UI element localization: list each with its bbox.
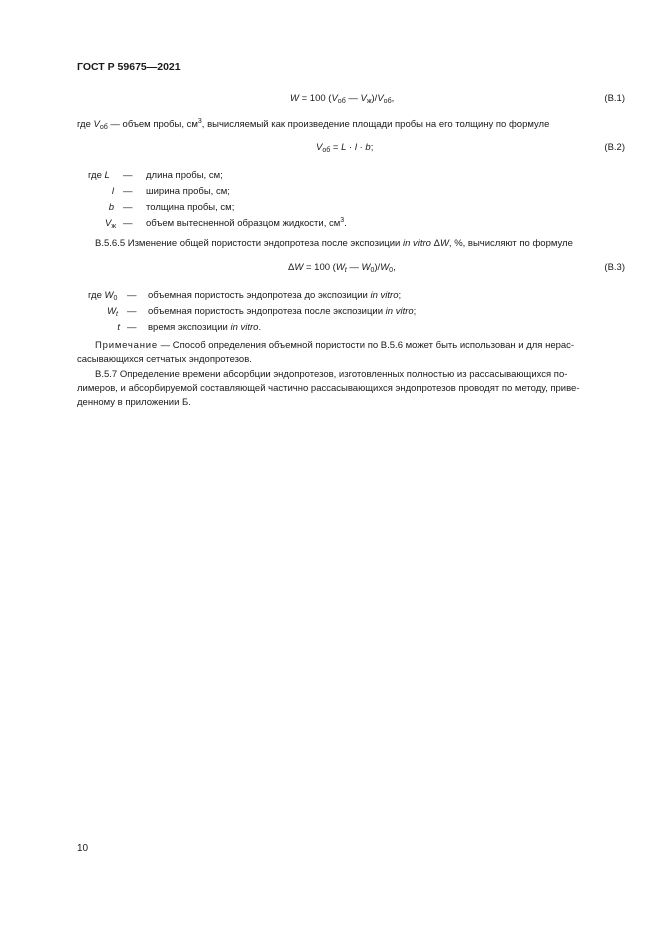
paragraph-b57-line-1: В.5.7 Определение времени абсорбции эндопротезов, изготовленных полностью из рассасывающихся по-	[95, 369, 568, 380]
equation-number-b3: (В.3)	[604, 262, 625, 273]
paragraph-b57-line-3: денному в приложении Б.	[77, 397, 191, 408]
note-label: Примечание	[95, 340, 158, 351]
equation-number-b2: (В.2)	[604, 142, 625, 153]
note-line-2: сасывающихся сетчатых эндопротезов.	[77, 354, 252, 365]
paragraph-b57-line-2: лимеров, и абсорбируемой составляющей частично рассасывающихся эндопротезов проводят по методу, приве-	[77, 383, 580, 394]
equation-b3: ΔW = 100 ($W_t$ — $W_0)/W_0$,	[288, 262, 396, 274]
note-line-1: Примечание — Способ определения объемной пористости по В.5.6 может быть использован и для нерас-	[95, 340, 575, 351]
equation-number-b1: (В.1)	[604, 93, 625, 104]
definitions-list-1: где L — длина пробы, см; l — ширина пробы, см; b — толщина пробы, см;	[88, 170, 235, 213]
where-volume-text: где $V_{об}$ — объем пробы, $см^3$, вычисляемый как произведение площади пробы на его толщину по формуле	[77, 118, 550, 131]
page-number: 10	[77, 843, 89, 854]
document-header: ГОСТ Р 59675—2021	[77, 61, 181, 73]
definitions-list-2: где $W_0$ — объемная пористость эндопротеза до экспозиции in vitro; $W_t$ — объемная пористость эндопротеза после экспозиции in vitro; t — время экспозиции in vitro.	[88, 290, 417, 333]
equation-b1: W = 100 ($V_{об}$ — $V_ж)/V_{об}$,	[290, 93, 395, 105]
definition-row-vzh: $V_ж$ — объем вытесненной образцом жидкости, $см^3$.	[104, 217, 347, 230]
equation-b2: $V_{об} = L \cdot l \cdot b$;	[316, 142, 374, 154]
paragraph-b565: В.5.6.5 Изменение общей пористости эндопротеза после экспозиции in vitro ΔW, %, вычисляют по формуле	[95, 238, 573, 249]
